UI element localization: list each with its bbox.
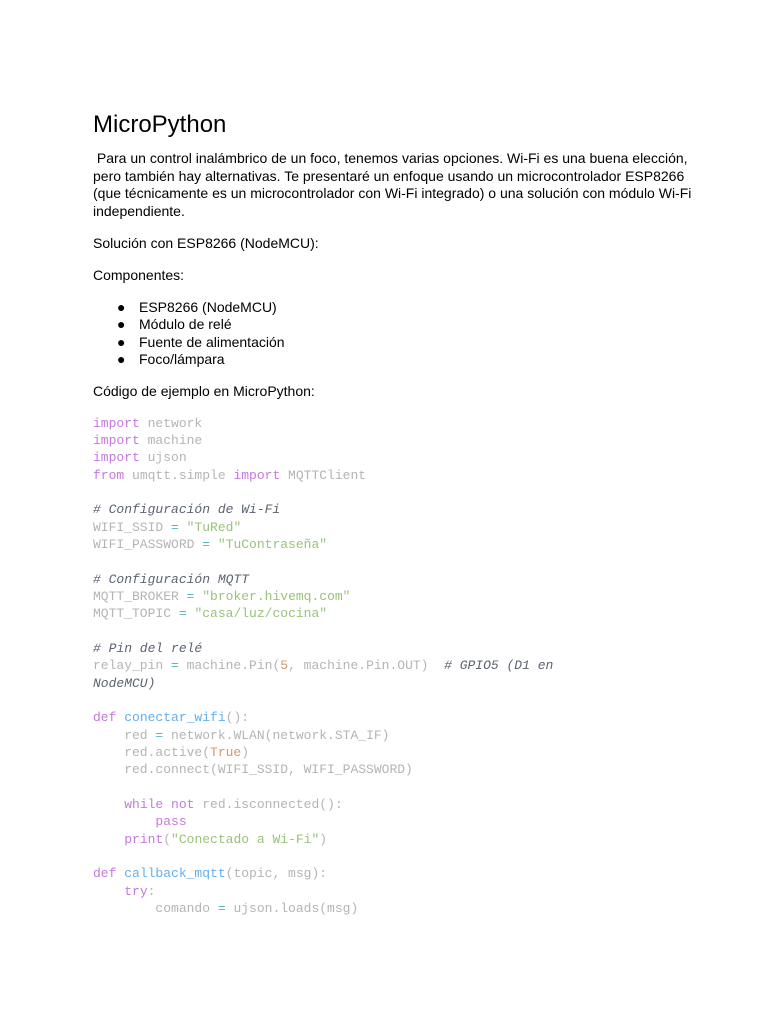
code-line	[93, 536, 693, 553]
code-token: import	[93, 432, 140, 448]
code-token: ujson.loads(msg)	[225, 901, 359, 917]
code-token: # Configuración MQTT	[93, 571, 250, 587]
code-token: MQTTClient	[280, 467, 367, 483]
code-token: red	[93, 727, 156, 743]
code-token: WIFI_SSID	[93, 519, 172, 535]
code-line	[93, 467, 693, 484]
code-line	[93, 865, 693, 882]
code-token: =	[178, 606, 187, 622]
code-line	[93, 588, 693, 605]
code-line	[93, 883, 693, 900]
components-list	[93, 299, 693, 369]
code-token: "Conectado a Wi-Fi"	[171, 831, 320, 847]
code-token: import	[93, 415, 140, 431]
document-title: MicroPython	[93, 111, 227, 138]
code-token: machine.Pin(	[178, 658, 281, 674]
code-heading: Código de ejemplo en MicroPython:	[93, 382, 315, 399]
code-line	[93, 813, 693, 830]
code-token: (	[163, 831, 172, 847]
list-item-label: Foco/lámpara	[139, 351, 225, 367]
code-token: NodeMCU)	[93, 675, 156, 691]
code-token: "TuRed"	[186, 519, 242, 535]
code-line	[93, 692, 693, 709]
code-line	[93, 779, 693, 796]
code-token: :	[147, 883, 156, 899]
bullet-icon: ●	[117, 351, 126, 367]
code-line	[93, 519, 693, 536]
code-token: =	[186, 588, 195, 604]
list-item-label: Módulo de relé	[139, 316, 232, 332]
code-token: red.isconnected():	[194, 797, 343, 813]
code-token: =	[171, 519, 179, 535]
code-token: )	[241, 745, 250, 761]
code-token: import	[233, 467, 281, 483]
code-line	[93, 831, 693, 848]
code-token: ():	[225, 710, 250, 726]
bullet-icon: ●	[117, 333, 126, 350]
code-token: red.connect(WIFI_SSID, WIFI_PASSWORD)	[93, 762, 413, 778]
code-token: ujson	[139, 450, 187, 466]
code-line	[93, 623, 693, 640]
code-line	[93, 553, 693, 570]
list-item	[93, 351, 693, 369]
code-token	[179, 520, 187, 535]
code-token: def	[93, 710, 117, 726]
code-token: while	[124, 797, 164, 813]
code-token: =	[217, 901, 226, 917]
code-token: print	[124, 831, 164, 847]
code-token	[93, 797, 124, 812]
code-token: try	[124, 883, 148, 899]
code-token: "TuContraseña"	[217, 536, 328, 552]
code-token: MQTT_BROKER	[93, 588, 187, 604]
code-token: =	[202, 536, 211, 552]
code-token: comando	[93, 901, 218, 917]
code-line	[93, 709, 693, 726]
code-line	[93, 796, 693, 813]
code-token: # GPIO5 (D1 en	[444, 658, 554, 674]
code-token: (topic, msg):	[225, 866, 328, 882]
code-token: not	[171, 797, 195, 813]
list-item-label: Fuente de alimentación	[139, 333, 285, 350]
code-token: relay_pin	[93, 658, 172, 674]
code-line	[93, 848, 693, 865]
code-line	[93, 761, 693, 778]
code-token: =	[171, 658, 179, 674]
code-token: network.WLAN(network.STA_IF)	[163, 727, 390, 743]
code-token: import	[93, 450, 140, 466]
code-token	[210, 537, 218, 552]
intro-paragraph: Para un control inalámbrico de un foco, tenemos varias opciones. Wi-Fi es una buena elección, pero también hay alternativas. Te presentaré un enfoque usando un microcontrolador ESP8266 (que técnicamente es un microcontrolador con Wi-Fi integrado) o una solución con módulo Wi-Fi independiente.	[93, 150, 696, 219]
code-line	[93, 657, 693, 674]
code-token: , machine.Pin.OUT)	[288, 658, 445, 674]
code-token: "casa/luz/cocina"	[194, 606, 328, 622]
code-token: =	[155, 727, 164, 743]
list-item	[93, 299, 693, 317]
code-token: WIFI_PASSWORD	[93, 536, 203, 552]
code-token: def	[93, 866, 117, 882]
code-token: True	[210, 745, 242, 761]
code-token: machine	[139, 432, 203, 448]
code-line	[93, 432, 693, 449]
code-token: 5	[280, 658, 289, 674]
code-token: # Pin del relé	[93, 640, 203, 656]
code-line	[93, 900, 693, 917]
bullet-icon: ●	[117, 298, 126, 315]
code-token: conectar_wifi	[124, 710, 226, 726]
bullet-icon: ●	[117, 316, 126, 332]
code-line	[93, 571, 693, 588]
code-token: pass	[155, 814, 187, 830]
solution-heading: Solución con ESP8266 (NodeMCU):	[93, 234, 319, 251]
code-token	[93, 814, 155, 829]
code-line	[93, 484, 693, 501]
code-line	[93, 727, 693, 744]
code-token	[93, 884, 124, 899]
code-token: "broker.hivemq.com"	[202, 588, 351, 604]
code-line	[93, 501, 693, 518]
code-token: MQTT_TOPIC	[93, 606, 179, 622]
code-token	[93, 832, 124, 847]
components-heading: Componentes:	[93, 266, 185, 283]
code-token: from	[93, 467, 125, 483]
list-item	[93, 316, 693, 334]
code-token: red.active(	[93, 745, 211, 761]
code-token: )	[319, 831, 328, 847]
code-line	[93, 640, 693, 657]
list-item-label: ESP8266 (NodeMCU)	[139, 298, 277, 315]
code-block	[93, 415, 693, 918]
code-line	[93, 415, 693, 432]
code-token	[163, 797, 171, 812]
code-token: network	[139, 415, 203, 431]
code-token: callback_mqtt	[124, 866, 226, 882]
code-line	[93, 675, 693, 692]
document-content	[93, 110, 696, 917]
code-token: umqtt.simple	[124, 467, 234, 483]
code-line	[93, 605, 693, 622]
list-item	[93, 334, 693, 352]
code-line	[93, 744, 693, 761]
code-token: # Configuración de Wi-Fi	[93, 502, 281, 518]
code-line	[93, 449, 693, 466]
